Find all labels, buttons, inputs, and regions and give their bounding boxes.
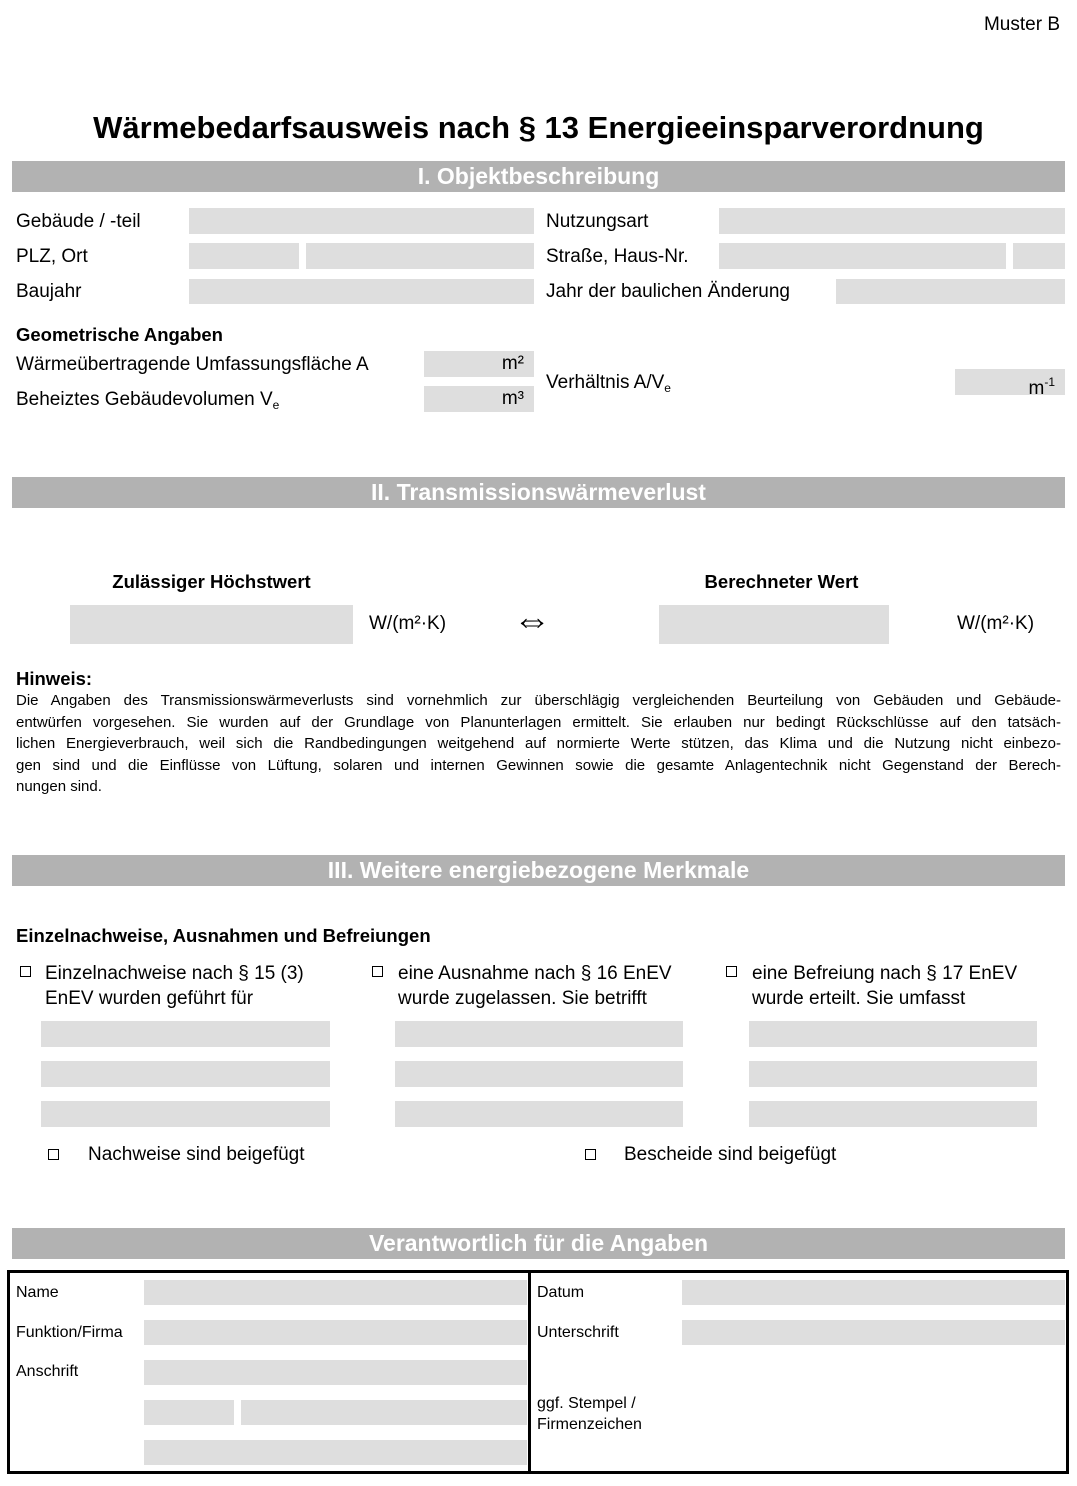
note-line: entwürfen vorgesehen. Sie wurden auf der Grundlage von Planunterlagen ermittelt. Sie erlauben nur bedingt Rückschlüsse auf den tatsäch- [16, 713, 1061, 731]
option-line: Einzelnachweise nach § 15 (3) [45, 963, 304, 984]
befreiung-field-3[interactable] [749, 1101, 1037, 1127]
jahr-aenderung-field[interactable] [836, 279, 1065, 304]
stempel-label [537, 1393, 642, 1435]
plz-field[interactable] [189, 243, 299, 269]
einzelnachweise-checkbox[interactable] [20, 966, 31, 977]
responsible-divider [528, 1270, 531, 1474]
bescheide-beigefuegt-checkbox[interactable] [585, 1149, 596, 1160]
ausnahme-field-2[interactable] [395, 1061, 683, 1087]
option-line: wurde erteilt. Sie umfasst [752, 988, 966, 1009]
calc-value-label: Berechneter Wert [704, 571, 859, 592]
einzelnachweise-field-2[interactable] [41, 1061, 330, 1087]
baujahr-label: Baujahr [16, 281, 82, 302]
name-field[interactable] [144, 1280, 527, 1305]
gebaeude-field[interactable] [189, 208, 534, 234]
volume-label [16, 389, 279, 412]
einzelnachweise-field-1[interactable] [41, 1021, 330, 1047]
anschrift-ort-field[interactable] [241, 1400, 527, 1425]
ratio-unit-superscript: -1 [1044, 375, 1055, 389]
note-line: nungen sind. [16, 778, 102, 795]
einzelnachweise-field-3[interactable] [41, 1101, 330, 1127]
nachweise-beigefuegt-label: Nachweise sind beigefügt [88, 1144, 305, 1165]
strasse-label: Straße, Haus-Nr. [546, 246, 689, 267]
befreiung-field-1[interactable] [749, 1021, 1037, 1047]
area-label: Wärmeübertragende Umfassungsfläche A [16, 354, 369, 375]
anschrift-street-field[interactable] [144, 1360, 527, 1385]
compare-arrow-icon: ⇔ [513, 600, 551, 642]
volume-unit: m³ [501, 388, 524, 409]
jahr-aenderung-label: Jahr der baulichen Änderung [546, 281, 791, 302]
ratio-unit [1028, 375, 1056, 399]
funktion-label: Funktion/Firma [16, 1324, 123, 1341]
volume-field[interactable] [424, 386, 534, 412]
baujahr-field[interactable] [189, 279, 534, 304]
ratio-field[interactable] [955, 369, 1065, 399]
plz-ort-label: PLZ, Ort [16, 246, 88, 267]
nachweise-beigefuegt-checkbox[interactable] [48, 1149, 59, 1160]
section-heading-objektbeschreibung: I. Objektbeschreibung [12, 161, 1065, 192]
strasse-field[interactable] [719, 243, 1006, 269]
gebaeude-label: Gebäude / -teil [16, 211, 141, 232]
max-value-field[interactable] [70, 605, 353, 644]
section-heading-verantwortlich: Verantwortlich für die Angaben [12, 1228, 1065, 1259]
note-line: lichen Energieverbrauch, weil sich die Randbedingungen weitgehend auf normierte Werte stützen, das Klima und die Nutzung nicht einbezo- [16, 735, 1061, 752]
section-heading-weitere-merkmale: III. Weitere energiebezogene Merkmale [12, 855, 1065, 886]
volume-label-subscript: e [272, 398, 280, 412]
bescheide-beigefuegt-label: Bescheide sind beigefügt [624, 1144, 837, 1165]
anschrift-extra-field[interactable] [144, 1440, 527, 1465]
note-line: Die Angaben des Transmissionswärmeverlusts sind vornehmlich zur überschlägig vergleichenden Beurteilung von Gebäuden und Gebäude- [16, 692, 1061, 709]
area-unit: m² [501, 353, 524, 374]
nutzungsart-label: Nutzungsart [546, 211, 649, 232]
unterschrift-label: Unterschrift [537, 1324, 619, 1341]
calc-value-unit: W/(m²·K) [957, 613, 1035, 634]
max-value-label: Zulässiger Höchstwert [112, 571, 311, 592]
note-text [16, 690, 1061, 798]
befreiung-label [752, 961, 1017, 1011]
name-label: Name [16, 1284, 59, 1301]
nutzungsart-field[interactable] [719, 208, 1065, 234]
befreiung-checkbox[interactable] [726, 966, 737, 977]
geometric-heading: Geometrische Angaben [16, 324, 223, 345]
form-id: Muster B [983, 14, 1060, 35]
exceptions-heading: Einzelnachweise, Ausnahmen und Befreiungen [16, 925, 431, 946]
calc-value-field[interactable] [659, 605, 889, 644]
option-line: EnEV wurden geführt für [45, 988, 254, 1009]
page-title: Wärmebedarfsausweis nach § 13 Energieeinsparverordnung [93, 110, 984, 145]
ausnahme-field-3[interactable] [395, 1101, 683, 1127]
ort-field[interactable] [306, 243, 534, 269]
option-line: eine Befreiung nach § 17 EnEV [752, 963, 1018, 984]
ausnahme-checkbox[interactable] [372, 966, 383, 977]
befreiung-field-2[interactable] [749, 1061, 1037, 1087]
ratio-label-text: Verhältnis A/V [546, 372, 665, 393]
ratio-unit-text: m [1028, 378, 1045, 399]
option-line: eine Ausnahme nach § 16 EnEV [398, 963, 672, 984]
anschrift-label: Anschrift [16, 1363, 79, 1380]
ausnahme-field-1[interactable] [395, 1021, 683, 1047]
stempel-line: ggf. Stempel / [537, 1395, 636, 1412]
option-line: wurde zugelassen. Sie betrifft [398, 988, 647, 1009]
ratio-label-subscript: e [664, 381, 671, 395]
datum-field[interactable] [682, 1280, 1065, 1305]
stempel-line: Firmenzeichen [537, 1416, 642, 1433]
unterschrift-field[interactable] [682, 1320, 1065, 1345]
anschrift-plz-field[interactable] [144, 1400, 234, 1425]
datum-label: Datum [537, 1284, 585, 1301]
note-heading: Hinweis: [16, 668, 93, 689]
section-heading-transmission: II. Transmissionswärmeverlust [12, 477, 1065, 508]
einzelnachweise-label [45, 961, 304, 1011]
max-value-unit: W/(m²·K) [369, 613, 447, 634]
note-line: gen sind und die Einflüsse von Lüftung, solaren und internen Gewinnen sowie die gesamte Anlagentechnik nicht Gegenstand der Berech- [16, 756, 1061, 774]
area-field[interactable] [424, 351, 534, 377]
ausnahme-label [398, 961, 672, 1011]
volume-label-text: Beheiztes Gebäudevolumen V [16, 389, 273, 410]
ratio-label [546, 372, 671, 395]
funktion-field[interactable] [144, 1320, 527, 1345]
hausnr-field[interactable] [1013, 243, 1065, 269]
